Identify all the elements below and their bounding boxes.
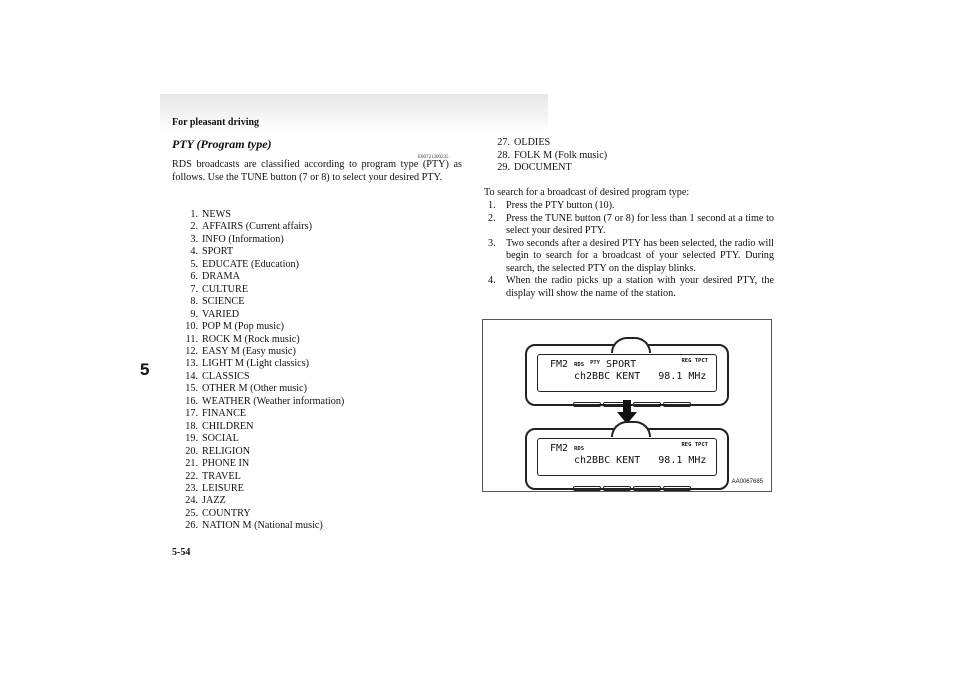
pty-list-item (172, 234, 432, 246)
pty-list-item (172, 209, 432, 221)
search-step (484, 275, 774, 300)
radio-screen-bottom (537, 438, 717, 476)
list-item-number: 12. (185, 345, 198, 357)
pty-list-item (484, 137, 744, 150)
pty-list-item (172, 221, 432, 233)
pty-list-item (172, 284, 432, 296)
display-line1-bottom (550, 443, 584, 454)
step-number: 3. (488, 237, 496, 249)
pty-list-item (172, 508, 432, 520)
list-item-label: DOCUMENT (514, 162, 572, 173)
list-item-number: 21. (185, 458, 198, 470)
list-item-number: 8. (190, 296, 198, 308)
pty-list-item (172, 520, 432, 532)
step-text: When the radio picks up a station with your desired PTY, the display will show the name of the station. (506, 275, 774, 299)
pty-list-item (172, 471, 432, 483)
pty-list-item (172, 433, 432, 445)
list-item-label: WEATHER (Weather information) (202, 395, 345, 407)
list-item-number: 20. (185, 445, 198, 457)
search-steps (484, 200, 774, 300)
list-item-number: 5. (190, 258, 198, 270)
section-code: E00721300235 (418, 155, 449, 160)
list-item-label: NEWS (202, 209, 231, 220)
preset-button (663, 402, 691, 407)
pty-list-item (172, 396, 432, 408)
list-item-number: 4. (190, 246, 198, 258)
list-item-label: FOLK M (Folk music) (514, 149, 608, 161)
figure-code: AA0067685 (731, 479, 763, 485)
search-step (484, 200, 774, 213)
search-step (484, 213, 774, 238)
rds-indicator: RDS (574, 446, 585, 452)
list-item-label: SCIENCE (202, 296, 245, 308)
list-item-label: COUNTRY (202, 507, 251, 519)
pty-list-item (484, 150, 744, 163)
pty-list-item (172, 346, 432, 358)
radio-display-figure (482, 319, 772, 492)
pty-list-item (172, 446, 432, 458)
list-item-number: 25. (185, 507, 198, 519)
pty-list-item (172, 358, 432, 370)
list-item-label: LIGHT M (Light classics) (202, 358, 310, 370)
list-item-label: POP M (Pop music) (202, 321, 284, 333)
radio-arch (611, 337, 651, 353)
list-item-number: 27. (497, 137, 510, 148)
list-item-number: 3. (190, 233, 198, 245)
list-item-number: 17. (185, 408, 198, 420)
step-number: 1. (488, 200, 496, 211)
pty-list-item (172, 495, 432, 507)
list-item-label: SOCIAL (202, 433, 239, 445)
step-text: Two seconds after a desired PTY has been selected, the radio will begin to search for a broadcast of your selected PTY. During search, the selected PTY on the display blinks. (506, 237, 774, 274)
chapter-number: 5 (140, 360, 150, 379)
pty-list-item (172, 246, 432, 258)
list-item-number: 28. (497, 149, 510, 161)
list-item-number: 19. (185, 433, 198, 445)
list-item-label: RELIGION (202, 445, 251, 457)
step-text: Press the PTY button (10). (506, 200, 615, 211)
page-number: 5-54 (172, 547, 191, 558)
reg-tp-ct-indicators: REG TPCT (681, 358, 708, 364)
section-title: PTY (Program type) (172, 137, 272, 151)
preset-button (633, 486, 661, 491)
list-item-label: TRAVEL (202, 470, 241, 482)
list-item-label: INFO (Information) (202, 233, 284, 245)
list-item-label: PHONE IN (202, 458, 250, 470)
pty-list-item (172, 383, 432, 395)
list-item-number: 18. (185, 420, 198, 432)
list-item-label: LEISURE (202, 482, 244, 494)
list-item-number: 26. (185, 520, 198, 532)
preset-button (633, 402, 661, 407)
pty-list-item (172, 421, 432, 433)
list-item-label: CULTURE (202, 283, 249, 295)
list-item-label: NATION M (National music) (202, 520, 323, 532)
list-item-number: 7. (190, 283, 198, 295)
pty-indicator: PTY (590, 360, 600, 366)
pty-list-item (172, 259, 432, 271)
preset-button (603, 486, 631, 491)
step-number: 2. (488, 212, 496, 224)
list-item-number: 15. (185, 383, 198, 395)
pty-name: SPORT (606, 359, 637, 370)
list-item-number: 14. (185, 370, 198, 382)
list-item-label: CHILDREN (202, 420, 254, 432)
pty-list-item (172, 458, 432, 470)
list-item-number: 9. (190, 308, 198, 320)
band-label: FM2 (550, 359, 569, 370)
list-item-label: ROCK M (Rock music) (202, 333, 300, 345)
step-text: Press the TUNE button (7 or 8) for less than 1 second at a time to select your desired PTY. (506, 212, 774, 236)
reg-tp-ct-indicators: REG TPCT (681, 442, 708, 448)
list-item-label: OTHER M (Other music) (202, 383, 307, 395)
list-item-number: 24. (185, 495, 198, 507)
pty-list-item (172, 321, 432, 333)
display-line1-top (550, 359, 636, 370)
radio-arch (611, 421, 651, 437)
list-item-number: 6. (190, 271, 198, 283)
pty-list-left (172, 209, 432, 533)
display-line2-bottom: ch2BBC KENT 98.1 MHz (574, 455, 707, 466)
pty-list-right (484, 137, 744, 175)
rds-indicator: RDS (574, 362, 585, 368)
list-item-number: 29. (497, 162, 510, 173)
pty-list-item (484, 162, 744, 175)
pty-list-item (172, 334, 432, 346)
band-label: FM2 (550, 443, 569, 454)
list-item-label: EDUCATE (Education) (202, 258, 300, 270)
list-item-label: AFFAIRS (Current affairs) (202, 221, 312, 233)
pty-list-item (172, 271, 432, 283)
step-number: 4. (488, 275, 496, 286)
list-item-number: 11. (185, 333, 198, 345)
pty-list-item (172, 309, 432, 321)
radio-unit-top (525, 344, 729, 406)
list-item-label: DRAMA (202, 271, 240, 283)
list-item-label: SPORT (202, 246, 234, 258)
search-step (484, 238, 774, 276)
radio-unit-bottom (525, 428, 729, 490)
list-item-number: 13. (185, 358, 198, 370)
list-item-number: 1. (190, 209, 198, 220)
list-item-label: FINANCE (202, 408, 247, 420)
list-item-label: JAZZ (202, 495, 226, 507)
list-item-number: 23. (185, 482, 198, 494)
list-item-number: 16. (185, 395, 198, 407)
list-item-label: CLASSICS (202, 370, 250, 382)
running-header: For pleasant driving (172, 117, 260, 128)
section-intro: RDS broadcasts are classified according to program type (PTY) as follows. Use the TUNE button (7 or 8) to select your desired PTY. (172, 159, 462, 183)
list-item-number: 22. (185, 470, 198, 482)
preset-buttons (573, 478, 693, 496)
pty-list-item (172, 483, 432, 495)
display-line2-top: ch2BBC KENT 98.1 MHz (574, 371, 707, 382)
preset-button (663, 486, 691, 491)
preset-button (573, 486, 601, 491)
search-intro: To search for a broadcast of desired program type: (484, 187, 690, 198)
preset-button (573, 402, 601, 407)
list-item-number: 10. (185, 321, 198, 333)
pty-list-item (172, 408, 432, 420)
pty-list-item (172, 371, 432, 383)
radio-screen-top (537, 354, 717, 392)
list-item-label: EASY M (Easy music) (202, 345, 296, 357)
list-item-label: VARIED (202, 308, 240, 320)
list-item-number: 2. (190, 221, 198, 233)
pty-list-item (172, 296, 432, 308)
list-item-label: OLDIES (514, 137, 551, 148)
